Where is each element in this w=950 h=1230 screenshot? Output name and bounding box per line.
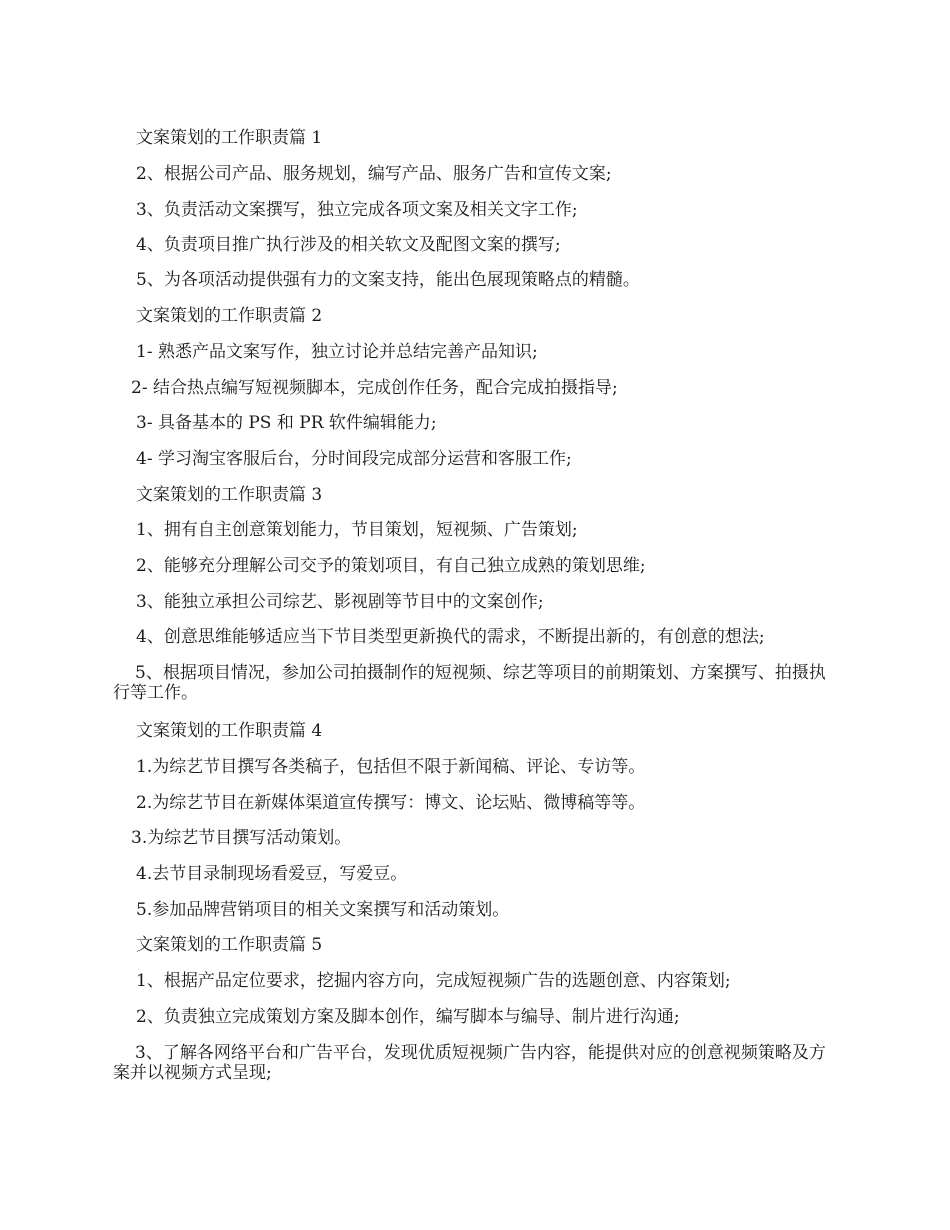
section-heading: 文案策划的工作职责篇 1 (136, 128, 323, 148)
list-item: 4- 学习淘宝客服后台，分时间段完成部分运营和客服工作; (136, 449, 572, 469)
list-item: 2、负责独立完成策划方案及脚本创作，编写脚本与编导、制片进行沟通; (136, 1007, 680, 1027)
list-item: 2.为综艺节目在新媒体渠道宣传撰写：博文、论坛贴、微博稿等等。 (136, 793, 646, 813)
list-item: 3、了解各网络平台和广告平台，发现优质短视频广告内容，能提供对应的创意视频策略及方案并以视频方式呈现; (113, 1043, 826, 1083)
list-item: 3、能独立承担公司综艺、影视剧等节目中的文案创作; (136, 592, 544, 612)
list-item: 2、能够充分理解公司交予的策划项目，有自己独立成熟的策划思维; (136, 556, 646, 576)
list-item: 1- 熟悉产品文案写作，独立讨论并总结完善产品知识; (136, 342, 538, 362)
list-item: 1、拥有自主创意策划能力，节目策划，短视频、广告策划; (136, 520, 578, 540)
list-item: 1.为综艺节目撰写各类稿子，包括但不限于新闻稿、评论、专访等。 (136, 757, 646, 777)
list-item: 3、负责活动文案撰写，独立完成各项文案及相关文字工作; (136, 200, 578, 220)
section-heading: 文案策划的工作职责篇 4 (136, 721, 323, 741)
list-item: 5.参加品牌营销项目的相关文案撰写和活动策划。 (136, 900, 510, 920)
list-item: 3.为综艺节目撰写活动策划。 (131, 828, 352, 848)
list-item: 2、根据公司产品、服务规划，编写产品、服务广告和宣传文案; (136, 164, 612, 184)
section-heading: 文案策划的工作职责篇 2 (136, 306, 323, 326)
list-item: 4、负责项目推广执行涉及的相关软文及配图文案的撰写; (136, 235, 561, 255)
list-item: 1、根据产品定位要求，挖掘内容方向，完成短视频广告的选题创意、内容策划; (136, 971, 731, 991)
list-item: 5、根据项目情况，参加公司拍摄制作的短视频、综艺等项目的前期策划、方案撰写、拍摄执行等工作。 (113, 663, 826, 703)
list-item: 4、创意思维能够适应当下节目类型更新换代的需求，不断提出新的，有创意的想法; (136, 627, 765, 647)
list-item: 3- 具备基本的 PS 和 PR 软件编辑能力; (136, 413, 437, 433)
list-item: 5、为各项活动提供强有力的文案支持，能出色展现策略点的精髓。 (136, 270, 640, 290)
list-item: 4.去节目录制现场看爱豆，写爱豆。 (136, 864, 408, 884)
section-heading: 文案策划的工作职责篇 3 (136, 485, 323, 505)
section-heading: 文案策划的工作职责篇 5 (136, 935, 323, 955)
list-item: 2- 结合热点编写短视频脚本，完成创作任务，配合完成拍摄指导; (131, 378, 618, 398)
